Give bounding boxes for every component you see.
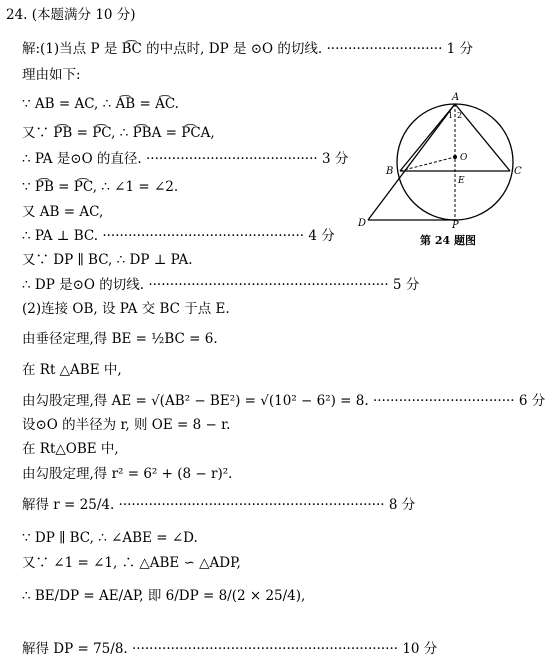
solution-line-6: ∵ P͡B = P͡C, ∴ ∠1 = ∠2.: [22, 179, 179, 195]
label-a: A: [452, 92, 460, 103]
segment-ob: [400, 157, 455, 171]
solution-line-9: 又∵ DP ∥ BC, ∴ DP ⊥ PA.: [22, 252, 193, 268]
label-d: D: [358, 218, 367, 228]
label-angle-2: 2: [457, 111, 463, 120]
solution-line-7: 又 AB = AC,: [22, 204, 104, 220]
solution-line-8: ∴ PA ⊥ BC. ··············································· 4 分: [22, 228, 335, 244]
label-b: B: [386, 166, 394, 177]
segment-ad: [368, 104, 455, 220]
solution-line-10: ∴ DP 是⊙O 的切线. ························································ 5 分: [22, 277, 420, 293]
label-angle-1: 1: [448, 111, 454, 120]
label-e: E: [458, 176, 465, 186]
solution-line-13: 在 Rt △ABE 中,: [22, 362, 122, 378]
solution-line-11: (2)连接 OB, 设 PA 交 BC 于点 E.: [22, 301, 230, 317]
solution-line-19: ∵ DP ∥ BC, ∴ ∠ABE = ∠D.: [22, 530, 198, 546]
solution-line-12: 由垂径定理,得 BE = ½BC = 6.: [22, 331, 218, 347]
label-c: C: [514, 166, 522, 177]
solution-line-14: 由勾股定理,得 AE = √(AB² − BE²) = √(10² − 6²) = 8. ································· 6 分: [22, 393, 546, 409]
solution-line-4: 又∵ P͡B = P͡C, ∴ P͡BA = P͡CA,: [22, 125, 215, 141]
solution-line-16: 在 Rt△OBE 中,: [22, 441, 119, 457]
label-p: P: [452, 220, 459, 228]
solution-line-15: 设⊙O 的半径为 r, 则 OE = 8 − r.: [22, 417, 231, 433]
problem-header: 24. (本题满分 10 分): [6, 7, 136, 23]
solution-line-1: 解:(1)当点 P 是 B͡C 的中点时, DP 是 ⊙O 的切线. ··························· 1 分: [22, 41, 474, 57]
solution-line-3: ∵ AB = AC, ∴ A͡B = A͡C.: [22, 96, 179, 112]
geometry-figure: [352, 88, 542, 228]
label-o: O: [460, 153, 468, 163]
solution-line-20: 又∵ ∠1 = ∠1, ∴ △ABE ∽ △ADP,: [22, 555, 241, 571]
solution-line-21: ∴ BE/DP = AE/AP, 即 6/DP = 8/(2 × 25/4),: [22, 588, 306, 604]
solution-line-18: 解得 r = 25/4. ······························································ 8 分: [22, 497, 416, 513]
figure-caption: 第 24 题图: [420, 234, 476, 247]
solution-line-2: 理由如下:: [22, 67, 81, 83]
solution-line-17: 由勾股定理,得 r² = 6² + (8 − r)².: [22, 466, 233, 482]
point-o: [453, 155, 457, 159]
solution-line-5: ∴ PA 是⊙O 的直径. ········································ 3 分: [22, 151, 349, 167]
solution-line-22: 解得 DP = 75/8. ······························································ 10 分: [22, 641, 438, 657]
